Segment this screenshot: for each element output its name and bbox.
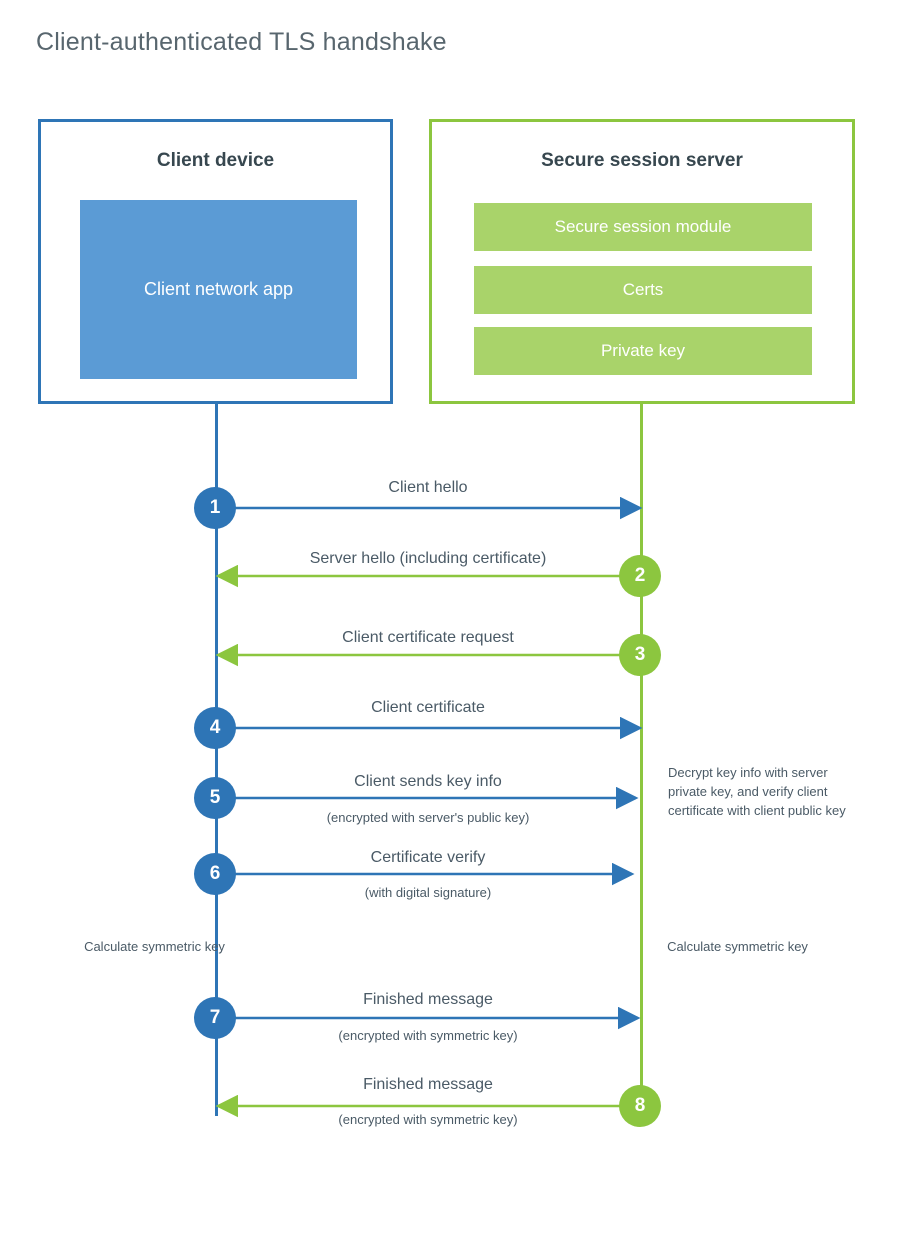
note-server-decrypt: Decrypt key info with server private key, and verify client certificate with client public key: [668, 765, 846, 818]
step-circle-8: 8: [619, 1085, 661, 1127]
secure-session-server-box: [429, 119, 855, 404]
message-sublabel-6: (with digital signature): [364, 885, 492, 900]
message-sublabel-5: (encrypted with server's public key): [326, 810, 530, 825]
message-label-5: Client sends key info: [354, 773, 502, 790]
server-component-secure-session-module: Secure session module: [474, 203, 812, 251]
server-lifeline: [640, 404, 643, 1106]
step-circle-1: 1: [194, 487, 236, 529]
client-device-title: Client device: [156, 150, 275, 171]
page-title: Client-authenticated TLS handshake: [36, 28, 447, 56]
message-sublabel-7: (encrypted with symmetric key): [338, 1028, 518, 1043]
message-label-3: Client certificate request: [342, 629, 514, 646]
message-label-6: Certificate verify: [370, 849, 486, 866]
server-component-certs: Certs: [474, 266, 812, 314]
secure-session-server-title: Secure session server: [541, 150, 743, 171]
message-label-8: Finished message: [363, 1076, 493, 1093]
note-server-calculate-symmetric-key: Calculate symmetric key: [667, 939, 808, 954]
client-device-box: [38, 119, 393, 404]
message-label-7: Finished message: [363, 991, 493, 1008]
step-circle-4: 4: [194, 707, 236, 749]
client-network-app: Client network app: [80, 200, 357, 379]
message-sublabel-8: (encrypted with symmetric key): [338, 1112, 518, 1127]
step-circle-2: 2: [619, 555, 661, 597]
message-label-1: Client hello: [388, 479, 468, 496]
note-client-calculate-symmetric-key: Calculate symmetric key: [84, 939, 225, 954]
step-circle-5: 5: [194, 777, 236, 819]
message-label-2: Server hello (including certificate): [309, 550, 547, 567]
step-circle-7: 7: [194, 997, 236, 1039]
message-label-4: Client certificate: [371, 699, 485, 716]
server-component-private-key: Private key: [474, 327, 812, 375]
step-circle-6: 6: [194, 853, 236, 895]
step-circle-3: 3: [619, 634, 661, 676]
